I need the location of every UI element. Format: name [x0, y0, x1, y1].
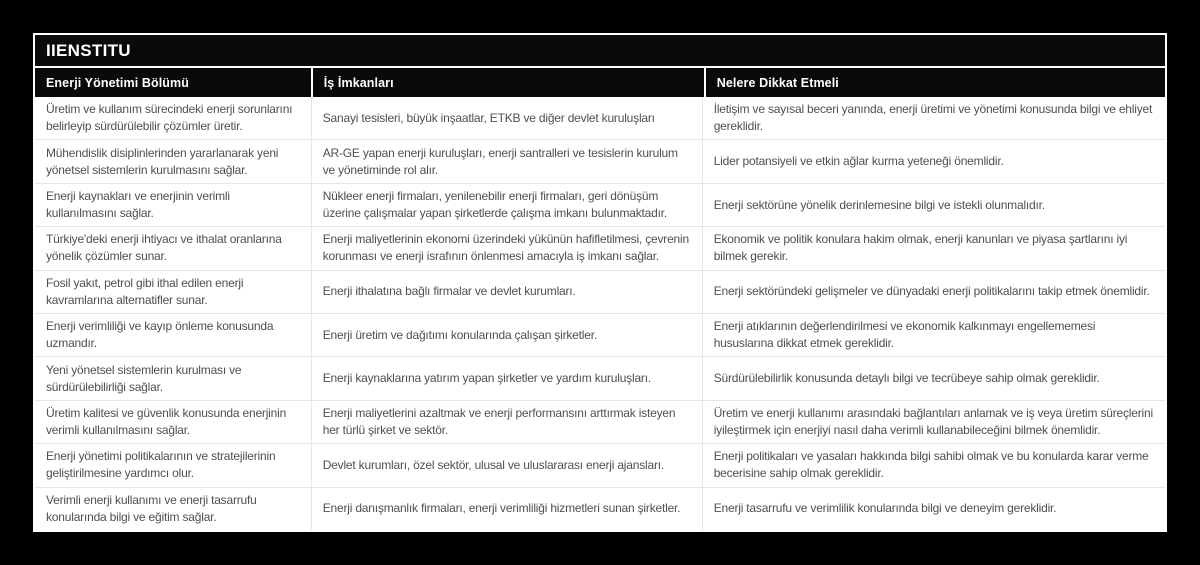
column-header-is-imkanlari: İş İmkanları: [313, 68, 704, 97]
table-cell: Enerji sektörüne yönelik derinlemesine bilgi ve istekli olunmalıdır.: [702, 184, 1165, 226]
table-cell: Enerji üretim ve dağıtımı konularında çalışan şirketler.: [311, 314, 702, 356]
table-cell: Lider potansiyeli ve etkin ağlar kurma yeteneği önemlidir.: [702, 140, 1165, 182]
table-cell: Ekonomik ve politik konulara hakim olmak, enerji kanunları ve piyasa şartlarını iyi bilmek gerekir.: [702, 227, 1165, 269]
table-cell: Enerji tasarrufu ve verimlilik konularında bilgi ve deneyim gereklidir.: [702, 488, 1165, 530]
table-cell: Enerji verimliliği ve kayıp önleme konusunda uzmandır.: [46, 319, 274, 351]
table-cell: Mühendislik disiplinlerinden yararlanarak yeni yönetsel sistemlerin kurulmasını sağlar.: [46, 145, 279, 177]
table-row: [35, 487, 1165, 530]
table-cell: Enerji ithalatına bağlı firmalar ve devlet kurumları.: [311, 271, 702, 313]
table-cell: Sanayi tesisleri, büyük inşaatlar, ETKB ve diğer devlet kuruluşları: [311, 97, 702, 139]
table-cell: Enerji atıklarının değerlendirilmesi ve ekonomik kalkınmayı engellememesi hususlarına dikkat etmek gereklidir.: [702, 314, 1165, 356]
table-cell: Nükleer enerji firmaları, yenilenebilir enerji firmaları, geri dönüşüm üzerine çalışmalar yapan şirketlerde çalışma imkanı bulunmaktadır.: [311, 184, 702, 226]
table-row: [35, 313, 1165, 356]
table-cell: Sürdürülebilirlik konusunda detaylı bilgi ve tecrübeye sahip olmak gereklidir.: [702, 357, 1165, 399]
table-cell: Üretim ve enerji kullanımı arasındaki bağlantıları anlamak ve iş veya üretim süreçlerini iyileştirmek için enerjiyi nasıl daha verimli kullanabileceğini bilmek önemlidir.: [702, 401, 1165, 443]
table-cell: Enerji politikaları ve yasaları hakkında bilgi sahibi olmak ve bu konularda karar verme becerisine sahip olmak gereklidir.: [702, 444, 1165, 486]
table-row: [35, 270, 1165, 313]
table-cell: Enerji danışmanlık firmaları, enerji verimliliği hizmetleri sunan şirketler.: [311, 488, 702, 530]
column-header-nelere-dikkat-etmeli: Nelere Dikkat Etmeli: [706, 68, 1165, 97]
table-row: [35, 139, 1165, 182]
table-row: [35, 183, 1165, 226]
table-cell: Enerji maliyetlerinin ekonomi üzerindeki yükünün hafifletilmesi, çevrenin korunması ve enerji israfının önlenmesi amacıyla iş imkanı sağlar.: [311, 227, 702, 269]
table-cell: İletişim ve sayısal beceri yanında, enerji üretimi ve yönetimi konusunda bilgi ve ehliyet gereklidir.: [702, 97, 1165, 139]
table-cell: Enerji maliyetlerini azaltmak ve enerji performansını arttırmak isteyen her türlü şirket ve sektör.: [311, 401, 702, 443]
table-cell: Üretim ve kullanım sürecindeki enerji sorunlarını belirleyip sürdürülebilir çözümler üretir.: [46, 102, 293, 134]
table-cell: AR-GE yapan enerji kuruluşları, enerji santralleri ve tesislerin kurulum ve yönetiminde rol alır.: [311, 140, 702, 182]
table-cell: Üretim kalitesi ve güvenlik konusunda enerjinin verimli kullanılmasını sağlar.: [46, 406, 287, 438]
table-row: [35, 226, 1165, 269]
table-row: [35, 400, 1165, 443]
brand-title: IIENSTITU: [46, 40, 131, 60]
table-cell: Türkiye'deki enerji ihtiyacı ve ithalat oranlarına yönelik çözümler sunar.: [46, 232, 282, 264]
table-cell: Devlet kurumları, özel sektör, ulusal ve uluslararası enerji ajansları.: [311, 444, 702, 486]
table-body: [35, 97, 1165, 530]
table-cell: Fosil yakıt, petrol gibi ithal edilen enerji kavramlarına alternatifler sunar.: [46, 275, 244, 307]
table-card: [33, 33, 1167, 532]
table-cell: Enerji sektöründeki gelişmeler ve dünyadaki enerji politikalarını takip etmek önemlidir.: [702, 271, 1165, 313]
table-row: [35, 97, 1165, 139]
brand-bar: [35, 35, 1165, 66]
table-cell: Yeni yönetsel sistemlerin kurulması ve sürdürülebilirliği sağlar.: [46, 362, 242, 394]
table-cell: Enerji yönetimi politikalarının ve stratejilerinin geliştirilmesine yardımcı olur.: [46, 449, 276, 481]
table-cell: Verimli enerji kullanımı ve enerji tasarrufu konularında bilgi ve eğitim sağlar.: [46, 492, 257, 524]
table-row: [35, 356, 1165, 399]
table-cell: Enerji kaynaklarına yatırım yapan şirketler ve yardım kuruluşları.: [311, 357, 702, 399]
table-cell: Enerji kaynakları ve enerjinin verimli kullanılmasını sağlar.: [46, 189, 230, 221]
table-row: [35, 443, 1165, 486]
column-header-enerji-yonetimi-bolumu: Enerji Yönetimi Bölümü: [35, 68, 311, 97]
table-header-row: [35, 68, 1165, 97]
